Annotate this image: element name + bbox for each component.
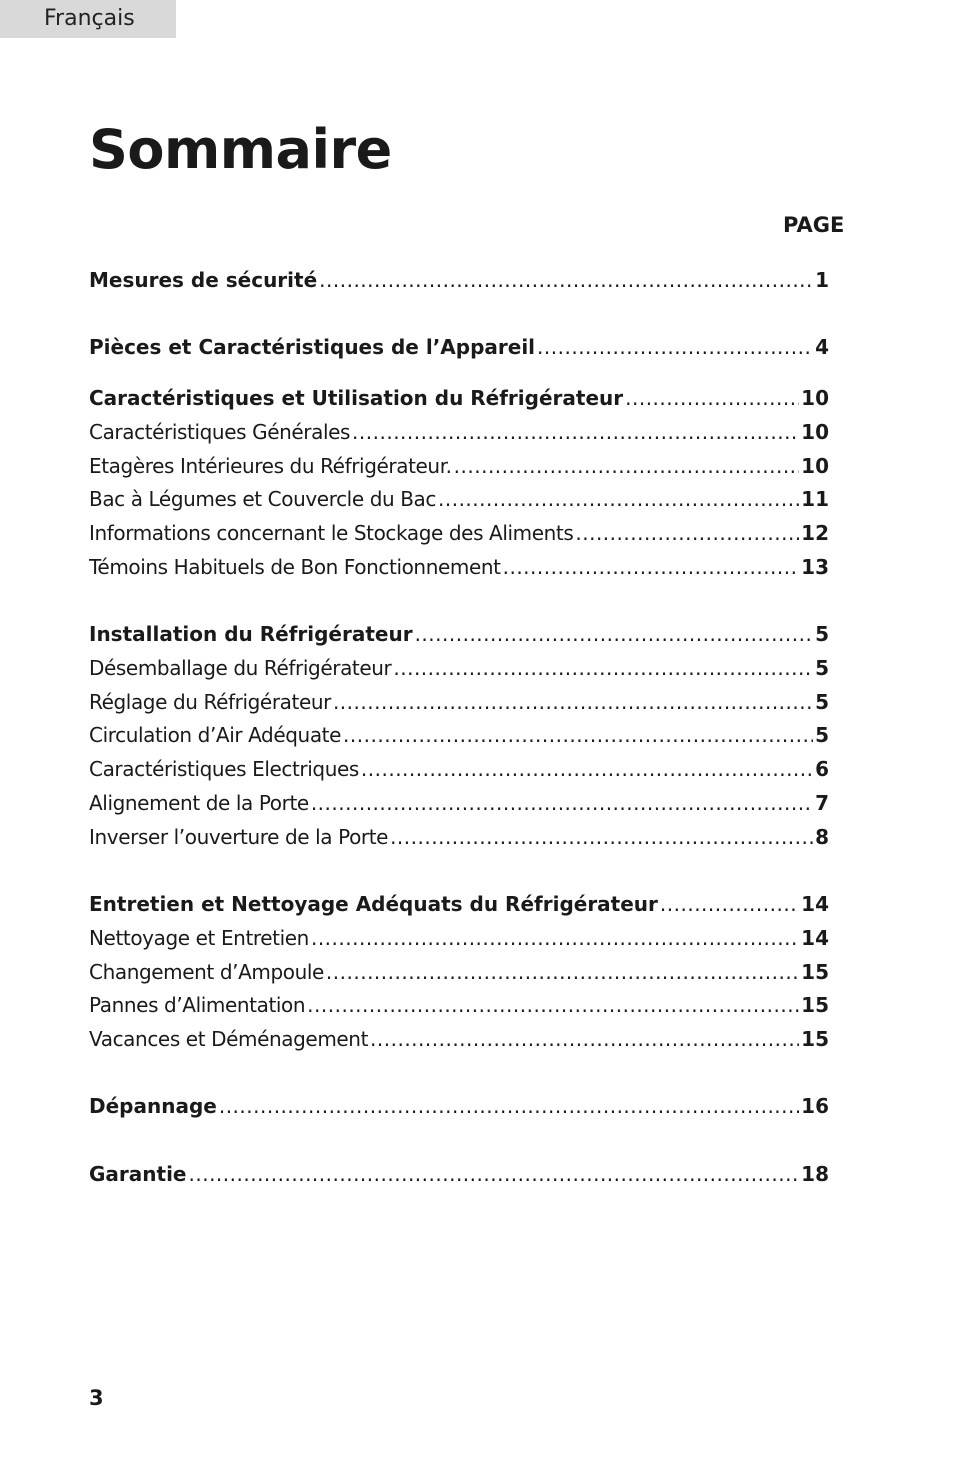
page-number: 3 bbox=[89, 1386, 104, 1410]
toc-entry-label: Bac à Légumes et Couvercle du Bac bbox=[89, 487, 436, 511]
toc-entry-page: 5 bbox=[815, 656, 829, 680]
dot-leader bbox=[454, 451, 800, 481]
toc-entry-page: 11 bbox=[801, 487, 829, 511]
toc-entry-inverser-porte[interactable] bbox=[89, 822, 829, 852]
dot-leader bbox=[575, 518, 799, 548]
dot-leader bbox=[390, 822, 813, 852]
toc-entry-label: Dépannage bbox=[89, 1094, 217, 1118]
toc-entry-pannes-alimentation[interactable] bbox=[89, 990, 829, 1020]
toc-entry-label: Installation du Réfrigérateur bbox=[89, 622, 413, 646]
dot-leader bbox=[326, 957, 799, 987]
toc-entry-nettoyage-entretien[interactable] bbox=[89, 923, 829, 953]
toc-entry-etageres-interieures[interactable] bbox=[89, 451, 829, 481]
toc-entry-page: 14 bbox=[801, 926, 829, 950]
toc-entry-label: Changement d’Ampoule bbox=[89, 960, 324, 984]
dot-leader bbox=[361, 754, 813, 784]
dot-leader bbox=[537, 332, 813, 362]
toc-entry-label: Informations concernant le Stockage des Aliments bbox=[89, 521, 574, 545]
dot-leader bbox=[352, 417, 799, 447]
page-title: Sommaire bbox=[89, 118, 392, 181]
toc-entry-page: 7 bbox=[815, 791, 829, 815]
toc-entry-page: 14 bbox=[801, 892, 829, 916]
toc-entry-label: Caractéristiques Electriques bbox=[89, 757, 359, 781]
toc-entry-page: 4 bbox=[815, 335, 829, 359]
dot-leader bbox=[311, 788, 813, 818]
toc-entry-page: 15 bbox=[801, 960, 829, 984]
toc-entry-label: Alignement de la Porte bbox=[89, 791, 309, 815]
toc-entry-page: 6 bbox=[815, 757, 829, 781]
dot-leader bbox=[370, 1024, 799, 1054]
toc-entry-label: Désemballage du Réfrigérateur bbox=[89, 656, 392, 680]
toc-entry-label: Mesures de sécurité bbox=[89, 268, 318, 292]
toc-entry-caracteristiques-utilisation[interactable] bbox=[89, 383, 829, 413]
toc-entry-label: Caractéristiques Générales bbox=[89, 420, 351, 444]
toc-entry-alignement-porte[interactable] bbox=[89, 788, 829, 818]
toc-entry-label: Garantie bbox=[89, 1162, 187, 1186]
toc-entry-temoins-fonctionnement[interactable] bbox=[89, 552, 829, 582]
dot-leader bbox=[307, 990, 799, 1020]
toc-entry-page: 13 bbox=[801, 555, 829, 579]
language-tab: Français bbox=[0, 0, 176, 38]
dot-leader bbox=[343, 720, 813, 750]
toc-entry-mesures-de-securite[interactable] bbox=[89, 265, 829, 295]
toc-entry-installation[interactable] bbox=[89, 619, 829, 649]
toc-entry-desemballage[interactable] bbox=[89, 653, 829, 683]
dot-leader bbox=[189, 1159, 800, 1189]
toc-entry-entretien-nettoyage[interactable] bbox=[89, 889, 829, 919]
toc-entry-page: 5 bbox=[815, 622, 829, 646]
toc-entry-vacances-demenagement[interactable] bbox=[89, 1024, 829, 1054]
toc-entry-label: Caractéristiques et Utilisation du Réfrigérateur bbox=[89, 386, 624, 410]
toc-entry-label: Vacances et Déménagement bbox=[89, 1027, 369, 1051]
page-column-header: PAGE bbox=[783, 213, 845, 237]
toc-entry-label: Réglage du Réfrigérateur bbox=[89, 690, 331, 714]
toc-entry-page: 16 bbox=[801, 1094, 829, 1118]
toc-entry-garantie[interactable] bbox=[89, 1159, 829, 1189]
toc-entry-page: 18 bbox=[801, 1162, 829, 1186]
toc-entry-label: Pièces et Caractéristiques de l’Appareil bbox=[89, 335, 536, 359]
dot-leader bbox=[503, 552, 800, 582]
toc-entry-label: Nettoyage et Entretien bbox=[89, 926, 309, 950]
toc-entry-bac-a-legumes[interactable] bbox=[89, 484, 829, 514]
toc-entry-label: Pannes d’Alimentation bbox=[89, 993, 306, 1017]
toc-entry-page: 15 bbox=[801, 1027, 829, 1051]
toc-entry-reglage[interactable] bbox=[89, 687, 829, 717]
toc-entry-label: Circulation d’Air Adéquate bbox=[89, 723, 342, 747]
toc-entry-page: 8 bbox=[815, 825, 829, 849]
toc-entry-label: Etagères Intérieures du Réfrigérateur. bbox=[89, 454, 452, 478]
toc-entry-page: 5 bbox=[815, 723, 829, 747]
toc-entry-caracteristiques-electriques[interactable] bbox=[89, 754, 829, 784]
dot-leader bbox=[625, 383, 799, 413]
toc-entry-page: 10 bbox=[801, 386, 829, 410]
toc-entry-page: 10 bbox=[801, 454, 829, 478]
dot-leader bbox=[415, 619, 814, 649]
dot-leader bbox=[333, 687, 813, 717]
dot-leader bbox=[319, 265, 813, 295]
toc-entry-label: Témoins Habituels de Bon Fonctionnement bbox=[89, 555, 501, 579]
dot-leader bbox=[393, 653, 813, 683]
toc-entry-label: Entretien et Nettoyage Adéquats du Réfrigérateur bbox=[89, 892, 658, 916]
toc-entry-pieces-caracteristiques[interactable] bbox=[89, 332, 829, 362]
toc-entry-page: 1 bbox=[815, 268, 829, 292]
toc-entry-depannage[interactable] bbox=[89, 1091, 829, 1121]
toc-entry-page: 12 bbox=[801, 521, 829, 545]
toc-entry-stockage-aliments[interactable] bbox=[89, 518, 829, 548]
toc-entry-circulation-air[interactable] bbox=[89, 720, 829, 750]
dot-leader bbox=[311, 923, 799, 953]
toc-entry-page: 15 bbox=[801, 993, 829, 1017]
toc-entry-caracteristiques-generales[interactable] bbox=[89, 417, 829, 447]
toc-entry-page: 10 bbox=[801, 420, 829, 444]
dot-leader bbox=[438, 484, 799, 514]
dot-leader bbox=[219, 1091, 799, 1121]
toc-entry-label: Inverser l’ouverture de la Porte bbox=[89, 825, 389, 849]
toc-entry-changement-ampoule[interactable] bbox=[89, 957, 829, 987]
dot-leader bbox=[660, 889, 799, 919]
toc-entry-page: 5 bbox=[815, 690, 829, 714]
